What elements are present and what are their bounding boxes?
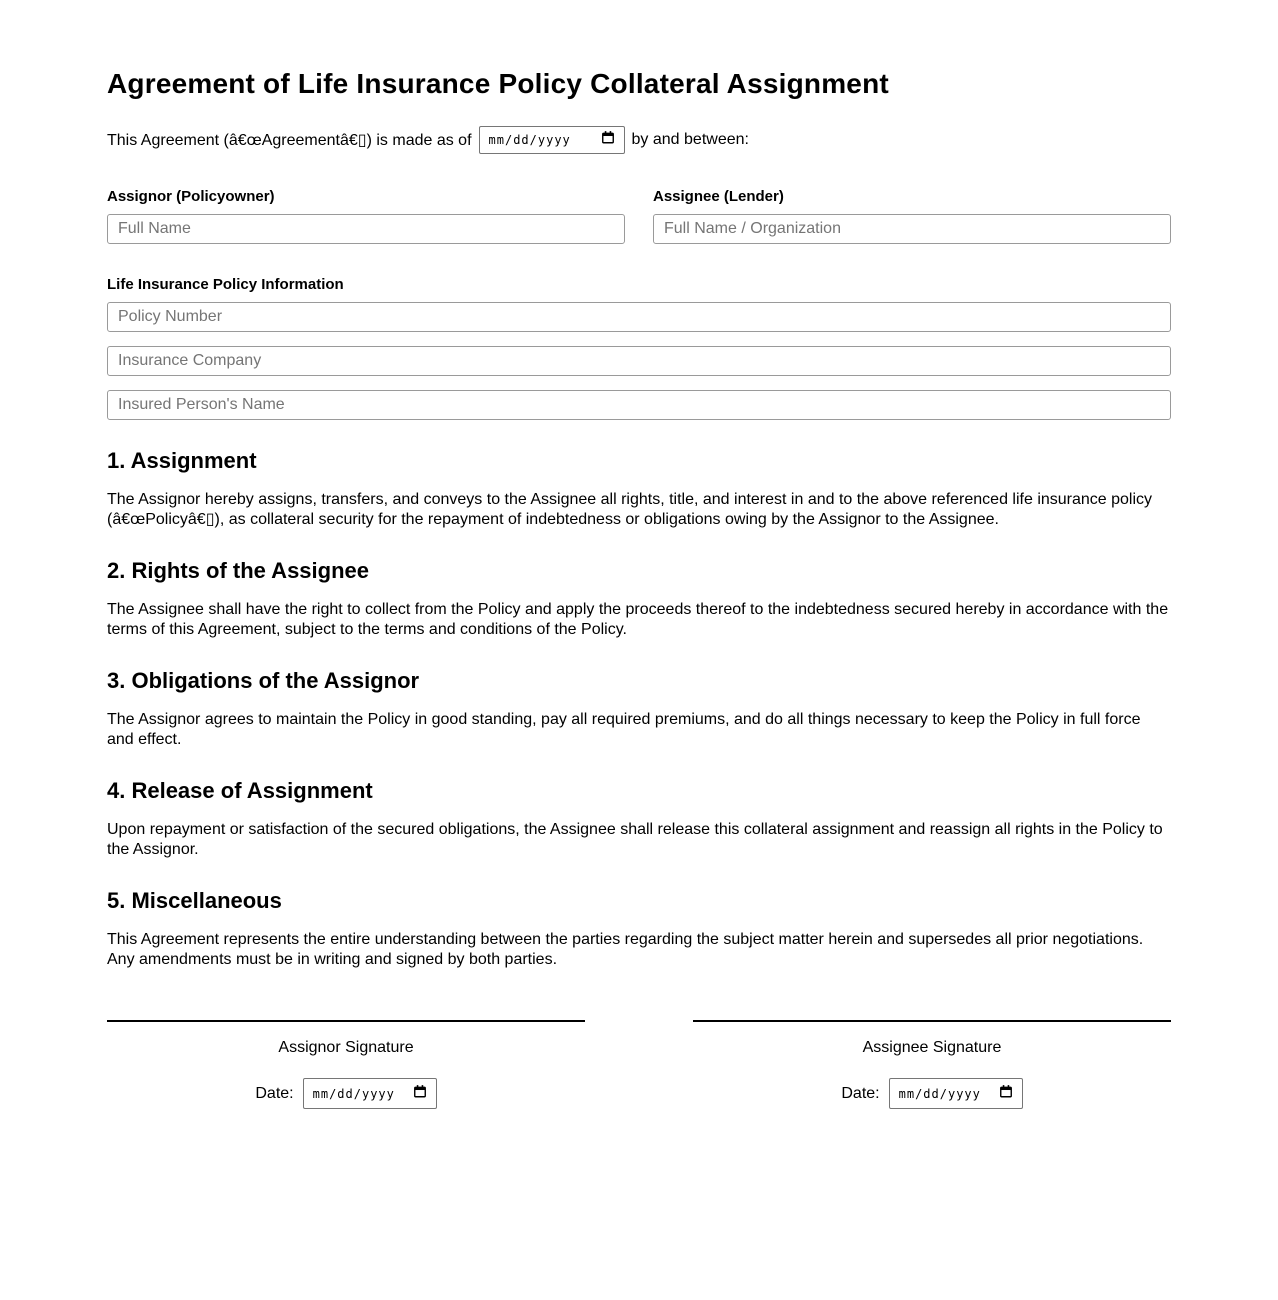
assignor-date-label: Date: (255, 1084, 294, 1102)
assignor-date-input[interactable] (303, 1078, 437, 1109)
assignor-date-placeholder: mm/dd/yyyy (312, 1086, 395, 1101)
section-body: The Assignor agrees to maintain the Policy in good standing, pay all required premiums, and do all things necessary to keep the Policy in full force and effect. (107, 711, 1141, 748)
parties-section (107, 188, 1171, 244)
assignee-signature-line (693, 1020, 1171, 1022)
section-rights-of-assignee (107, 558, 1171, 640)
section-miscellaneous (107, 888, 1171, 970)
section-release-of-assignment (107, 778, 1171, 860)
intro-line (107, 126, 1171, 154)
assignee-signature-label: Assignee Signature (862, 1039, 1002, 1056)
section-heading: 2. Rights of the Assignee (107, 558, 370, 583)
assignee-signature-block (693, 1020, 1171, 1109)
assignor-name-input[interactable] (107, 214, 625, 244)
calendar-icon[interactable] (601, 130, 615, 150)
assignor-field-group (107, 188, 625, 244)
section-heading: 5. Miscellaneous (107, 888, 282, 913)
assignee-date-input[interactable] (889, 1078, 1023, 1109)
agreement-date-input[interactable] (479, 126, 625, 154)
assignee-label: Assignee (Lender) (653, 188, 784, 205)
section-body: The Assignee shall have the right to collect from the Policy and apply the proceeds thereof to the indebtedness secured hereby in accordance with the terms of this Agreement, subject to the terms and conditions of the Policy. (107, 601, 1169, 638)
policy-info-section (107, 276, 1171, 420)
assignor-label: Assignor (Policyowner) (107, 188, 275, 205)
assignee-name-input[interactable] (653, 214, 1171, 244)
page-title: Agreement of Life Insurance Policy Collateral Assignment (107, 68, 889, 99)
section-body: The Assignor hereby assigns, transfers, and conveys to the Assignee all rights, title, and interest in and to the above referenced life insurance policy (â€œPolicyâ€▯), as collateral security for the repayment of indebtedness or obligations owing by the Assignor to the Assignee. (107, 491, 1153, 528)
intro-text-after: by and between: (631, 131, 749, 148)
agreement-date-placeholder: mm/dd/yyyy (488, 133, 571, 147)
agreement-sections (107, 448, 1171, 970)
assignee-date-row (693, 1078, 1171, 1109)
section-obligations-of-assignor (107, 668, 1171, 750)
assignor-signature-line (107, 1020, 585, 1022)
signature-section (107, 1020, 1171, 1109)
assignor-signature-label: Assignor Signature (278, 1039, 414, 1056)
insurance-company-input[interactable] (107, 346, 1171, 376)
section-heading: 3. Obligations of the Assignor (107, 668, 420, 693)
section-body: This Agreement represents the entire understanding between the parties regarding the subject matter herein and supersedes all prior negotiations. Any amendments must be in writing and signed by both parties. (107, 931, 1144, 968)
assignor-date-row (107, 1078, 585, 1109)
assignee-field-group (653, 188, 1171, 244)
section-body: Upon repayment or satisfaction of the secured obligations, the Assignee shall release this collateral assignment and reassign all rights in the Policy to the Assignor. (107, 821, 1163, 858)
policy-number-input[interactable] (107, 302, 1171, 332)
section-heading: 1. Assignment (107, 448, 257, 473)
intro-text-before: This Agreement (â€œAgreementâ€▯) is made as of (107, 132, 472, 149)
section-heading: 4. Release of Assignment (107, 778, 373, 803)
insured-person-input[interactable] (107, 390, 1171, 420)
calendar-icon[interactable] (413, 1084, 427, 1104)
section-assignment (107, 448, 1171, 530)
assignor-signature-block (107, 1020, 585, 1109)
agreement-document (107, 0, 1171, 1229)
policy-info-label: Life Insurance Policy Information (107, 276, 344, 293)
calendar-icon[interactable] (999, 1084, 1013, 1104)
assignee-date-label: Date: (841, 1084, 880, 1102)
assignee-date-placeholder: mm/dd/yyyy (898, 1086, 981, 1101)
